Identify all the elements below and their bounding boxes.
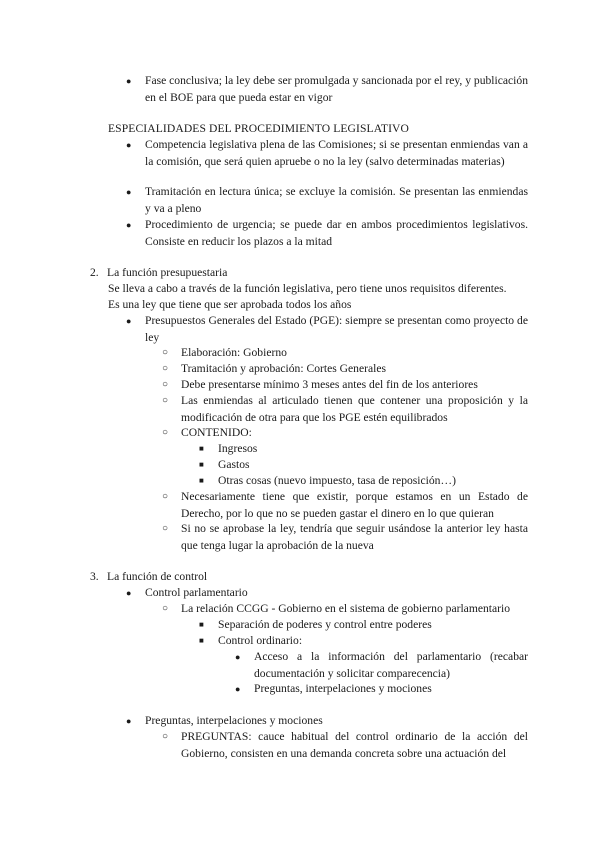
disc-bullet: ● [235,652,241,662]
item-fase-conclusiva: Fase conclusiva; la ley debe ser promulgada y sancionada por el rey, y publicación en el BOE para que pueda estar en vigor [145,74,528,104]
list-item [126,313,528,346]
circle-bullet: ○ [162,347,169,358]
square-bullet: ■ [199,476,204,485]
list-item [162,729,528,762]
disc-bullet: ● [235,684,241,694]
item-urgencia: Procedimiento de urgencia; se puede dar en ambos procedimientos legislativos. Consiste en reducir los plazos a la mitad [145,218,528,248]
list-item [162,345,528,362]
item-preguntas-outer: Preguntas, interpelaciones y mociones [145,714,323,727]
circle-bullet: ○ [162,379,169,390]
list-item [126,73,528,106]
circle-bullet: ○ [162,395,169,406]
section-heading-especialidades: ESPECIALIDADES DEL PROCEDIMIENTO LEGISLATIVO [108,122,409,135]
circle-bullet: ○ [162,523,169,534]
item-separacion-poderes: Separación de poderes y control entre poderes [218,618,432,631]
item-si-no-aprobase: Si no se aprobase la ley, tendría que seguir usándose la anterior ley hasta que tenga lugar la aprobación de la nueva [181,522,528,552]
section-title-control: La función de control [107,570,208,583]
item-enmiendas-articulado: Las enmiendas al articulado tienen que contener una proposición y la modificación de otra para que los PGE estén equilibrados [181,394,528,424]
square-bullet: ■ [199,620,204,629]
item-contenido: CONTENIDO: [181,426,252,439]
list-item [199,457,528,474]
list-item [126,713,528,730]
paragraph-line: Es una ley que tiene que ser aprobada todos los años [108,298,352,311]
item-control-parlamentario: Control parlamentario [145,586,248,599]
circle-bullet: ○ [162,363,169,374]
list-item [162,425,528,442]
item-tramitacion-lectura: Tramitación en lectura única; se excluye la comisión. Se presentan las enmiendas y va a pleno [145,185,528,215]
item-tramitacion-aprobacion: Tramitación y aprobación: Cortes Generales [181,362,386,375]
disc-bullet: ● [126,588,132,598]
disc-bullet: ● [126,220,132,230]
disc-bullet: ● [126,187,132,197]
item-competencia: Competencia legislativa plena de las Comisiones; si se presentan enmiendas van a la comisión, que será quien apruebe o no la ley (salvo determinadas materias) [145,138,528,168]
circle-bullet: ○ [162,603,169,614]
list-item [235,681,528,698]
square-bullet: ■ [199,444,204,453]
item-elaboracion: Elaboración: Gobierno [181,346,287,359]
list-item [126,217,528,250]
item-preguntas-def: PREGUNTAS: cauce habitual del control ordinario de la acción del Gobierno, consisten en una demanda concreta sobre una actuación del [181,730,528,760]
item-control-ordinario: Control ordinario: [218,634,303,647]
item-debe-presentarse: Debe presentarse mínimo 3 meses antes del fin de los anteriores [181,378,478,391]
section-3-title-row [90,569,528,586]
item-ingresos: Ingresos [218,442,258,455]
list-item [162,489,528,522]
list-item [162,601,528,618]
section-title-presupuestaria: La función presupuestaria [107,266,228,279]
list-item [199,473,528,490]
paragraph-line: Se lleva a cabo a través de la función legislativa, pero tiene unos requisitos diferentes. [108,282,507,295]
list-item [235,649,528,682]
list-item [199,617,528,634]
disc-bullet: ● [126,76,132,86]
circle-bullet: ○ [162,731,169,742]
list-item [162,377,528,394]
square-bullet: ■ [199,636,204,645]
circle-bullet: ○ [162,491,169,502]
item-pge: Presupuestos Generales del Estado (PGE): siempre se presentan como proyecto de ley [145,314,528,344]
list-item [162,521,528,554]
circle-bullet: ○ [162,427,169,438]
list-item [126,184,528,217]
list-item [126,137,528,170]
section-number: 3. [90,570,99,583]
section-number: 2. [90,266,99,279]
section-2-title-row [90,265,528,282]
item-preguntas-inner: Preguntas, interpelaciones y mociones [254,682,432,695]
item-otras-cosas: Otras cosas (nuevo impuesto, tasa de reposición…) [218,474,456,487]
item-gastos: Gastos [218,458,250,471]
list-item [126,585,528,602]
list-item [162,393,528,426]
disc-bullet: ● [126,140,132,150]
item-acceso-informacion: Acceso a la información del parlamentario (recabar documentación y solicitar comparecencia) [254,650,528,680]
list-item [199,633,528,650]
item-relacion-ccgg: La relación CCGG - Gobierno en el sistema de gobierno parlamentario [181,602,511,615]
list-item [162,361,528,378]
square-bullet: ■ [199,460,204,469]
item-necesariamente: Necesariamente tiene que existir, porque estamos en un Estado de Derecho, por lo que no se pueden gastar el dinero en lo que quieran [181,490,528,520]
list-item [199,441,528,458]
disc-bullet: ● [126,316,132,326]
disc-bullet: ● [126,716,132,726]
